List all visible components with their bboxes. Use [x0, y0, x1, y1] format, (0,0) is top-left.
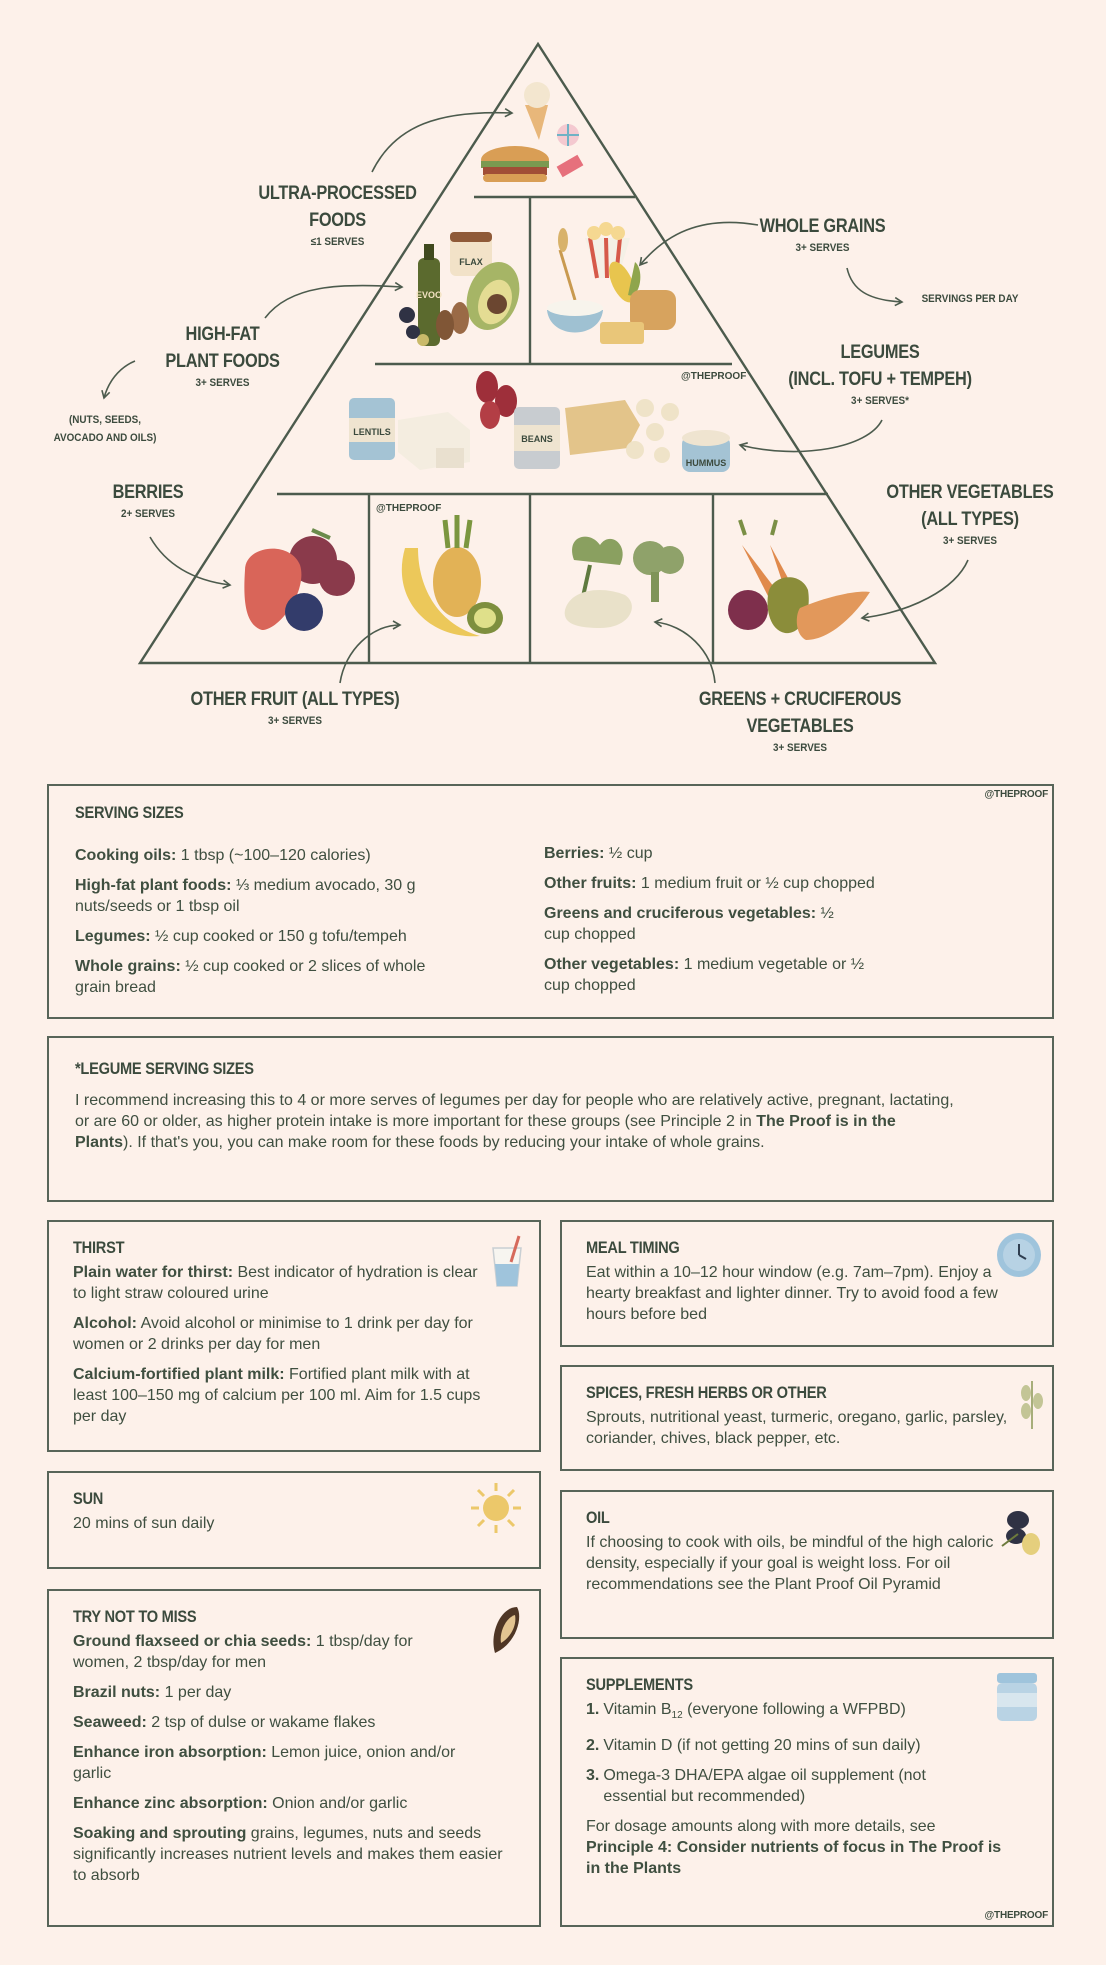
serving-item: Other vegetables: 1 medium vegetable or ½ cup chopped: [544, 956, 865, 994]
ultra-processed-foods-illustration: [481, 82, 583, 182]
meal-timing-text: Eat within a 10–12 hour window (e.g. 7am–7pm). Enjoy a hearty breakfast and lighter dinner. Try to avoid food a few hours before bed: [586, 1264, 998, 1323]
legume-serving-sizes-title: *LEGUME SERVING SIZES: [75, 1059, 254, 1078]
sun-card: [47, 1471, 541, 1569]
other-vegetables-title: OTHER VEGETABLES (ALL TYPES): [886, 482, 1054, 530]
supplement-item: 3. Omega-3 DHA/EPA algae oil supplement (not essential but recommended): [586, 1767, 926, 1806]
supplements-watermark: @THEPROOF: [984, 1910, 1048, 1921]
ultra-processed-serves: ≤1 SERVES: [310, 236, 365, 248]
berries-title: BERRIES: [112, 482, 184, 503]
berries-serves: 2+ SERVES: [120, 508, 176, 520]
legumes-serves: 3+ SERVES*: [851, 395, 909, 407]
high-fat-title: HIGH-FAT PLANT FOODS: [165, 324, 280, 372]
spices-text: Sprouts, nutritional yeast, turmeric, oregano, garlic, parsley, coriander, chives, black pepper, etc.: [586, 1409, 1008, 1447]
high-fat-plant-foods-illustration: [399, 232, 528, 346]
pyramid-watermark-2: @THEPROOF: [376, 503, 442, 514]
try-not-to-miss-card: [47, 1589, 541, 1927]
serving-sizes-card: [47, 784, 1054, 1019]
sun-icon: [469, 1481, 523, 1535]
sun-title: SUN: [73, 1489, 104, 1508]
oil-card: [560, 1490, 1054, 1639]
oil-title: OIL: [586, 1508, 610, 1527]
sun-text: 20 mins of sun daily: [73, 1515, 215, 1532]
high-fat-note: (NUTS, SEEDS, AVOCADO AND OILS): [53, 414, 157, 444]
lentils-can-label: LENTILS: [353, 427, 391, 437]
supplements-footer: For dosage amounts along with more details, see Principle 4: Consider nutrients of focus in The Proof is in the Plants: [586, 1818, 1002, 1878]
label-other-fruit: [165, 686, 425, 727]
berries-illustration: [244, 530, 355, 631]
label-high-fat: [140, 321, 305, 389]
label-berries: [78, 479, 218, 520]
label-ultra-processed: [235, 180, 440, 248]
other-fruit-serves: 3+ SERVES: [267, 715, 323, 727]
try-item: Soaking and sprouting grains, legumes, nuts and seeds significantly increases nutrient levels and makes them easier to absorb: [73, 1825, 503, 1884]
thirst-item: Calcium-fortified plant milk: Fortified plant milk with at least 100–150 mg of calcium per 100 ml. Aim for 1.5 cups per day: [73, 1366, 481, 1425]
supplements-title: SUPPLEMENTS: [586, 1675, 693, 1694]
try-not-to-miss-title: TRY NOT TO MISS: [73, 1607, 197, 1626]
serving-item: Legumes: ½ cup cooked or 150 g tofu/tempeh: [75, 928, 407, 945]
beans-can-label: BEANS: [521, 434, 553, 444]
greens-title: GREENS + CRUCIFEROUS VEGETABLES: [698, 689, 902, 737]
serving-item: Other fruits: 1 medium fruit or ½ cup chopped: [544, 875, 875, 892]
thirst-item: Alcohol: Avoid alcohol or minimise to 1 drink per day for women or 2 drinks per day for men: [73, 1315, 473, 1353]
label-other-vegetables: [870, 479, 1070, 547]
serving-item: Cooking oils: 1 tbsp (~100–120 calories): [75, 847, 371, 864]
other-vegetables-serves: 3+ SERVES: [942, 535, 998, 547]
thirst-list: [73, 1253, 493, 1427]
label-legumes: [760, 339, 1000, 407]
other-vegetables-illustration: [728, 520, 870, 640]
servings-per-day-note: SERVINGS PER DAY: [921, 293, 1019, 305]
oil-text: If choosing to cook with oils, be mindful of the high caloric density, especially if your goal is weight loss. For oil recommendations see the Plant Proof Oil Pyramid: [586, 1534, 994, 1593]
flax-jar-label: FLAX: [459, 257, 483, 267]
spices-card: [560, 1365, 1054, 1471]
spices-title: SPICES, FRESH HERBS OR OTHER: [586, 1383, 827, 1402]
other-fruit-illustration: [402, 515, 503, 636]
serving-sizes-title: SERVING SIZES: [75, 803, 184, 822]
supplement-item: 1. Vitamin $B_{12}$ (everyone following a WFPBD): [586, 1701, 906, 1722]
serving-sizes-right-column: [544, 834, 944, 996]
try-item: Enhance iron absorption: Lemon juice, onion and/or garlic: [73, 1744, 456, 1782]
label-greens: [620, 686, 980, 754]
greens-cruciferous-illustration: [565, 537, 684, 628]
hummus-tub-label: HUMMUS: [685, 458, 727, 468]
supplements-list: [586, 1690, 1016, 1879]
serving-sizes-left-column: [75, 836, 455, 998]
pyramid-watermark-1: @THEPROOF: [681, 371, 747, 382]
try-item: Enhance zinc absorption: Onion and/or garlic: [73, 1795, 408, 1812]
try-item: Ground flaxseed or chia seeds: 1 tbsp/day for women, 2 tbsp/day for men: [73, 1633, 413, 1671]
supplement-item: 2. Vitamin D (if not getting 20 mins of sun daily): [586, 1737, 921, 1755]
try-item: Brazil nuts: 1 per day: [73, 1684, 232, 1701]
whole-grains-title: WHOLE GRAINS: [759, 216, 886, 237]
try-item: Seaweed: 2 tsp of dulse or wakame flakes: [73, 1714, 376, 1731]
serving-item: Whole grains: ½ cup cooked or 2 slices of whole grain bread: [75, 958, 426, 996]
whole-grains-illustration: [547, 222, 676, 344]
legumes-title: LEGUMES (INCL. TOFU + TEMPEH): [788, 342, 972, 390]
whole-grains-serves: 3+ SERVES: [795, 242, 850, 254]
greens-serves: 3+ SERVES: [772, 742, 828, 754]
supplements-card: [560, 1657, 1054, 1927]
thirst-item: Plain water for thirst: Best indicator of hydration is clear to light straw coloured urine: [73, 1264, 478, 1302]
serving-item: Greens and cruciferous vegetables: ½ cup chopped: [544, 905, 834, 943]
ultra-processed-title: ULTRA-PROCESSED FOODS: [258, 183, 417, 231]
thirst-title: THIRST: [73, 1238, 125, 1257]
meal-timing-card: [560, 1220, 1054, 1347]
water-glass-icon: [489, 1234, 525, 1290]
evoo-bottle-label: EVOO: [415, 290, 443, 300]
legumes-illustration: [349, 371, 730, 472]
label-whole-grains: [715, 213, 930, 254]
try-not-to-miss-list: [73, 1622, 503, 1886]
high-fat-serves: 3+ SERVES: [195, 377, 250, 389]
thirst-card: [47, 1220, 541, 1452]
legume-serving-sizes-card: [47, 1036, 1054, 1202]
serving-sizes-watermark: @THEPROOF: [984, 789, 1048, 800]
serving-item: High-fat plant foods: ⅓ medium avocado, 30 g nuts/seeds or 1 tbsp oil: [75, 877, 416, 915]
serving-item: Berries: ½ cup: [544, 845, 653, 862]
legume-serving-sizes-text: I recommend increasing this to 4 or more serves of legumes per day for people who are relatively active, pregnant, lactating, or are 60 or older, as higher protein intake is more important for these groups (see Principle 2 in The Proof is in the Plants). If that's you, you can make room for these foods by reducing your intake of whole grains.: [75, 1092, 954, 1151]
other-fruit-title: OTHER FRUIT (ALL TYPES): [190, 689, 400, 710]
meal-timing-title: MEAL TIMING: [586, 1238, 680, 1257]
